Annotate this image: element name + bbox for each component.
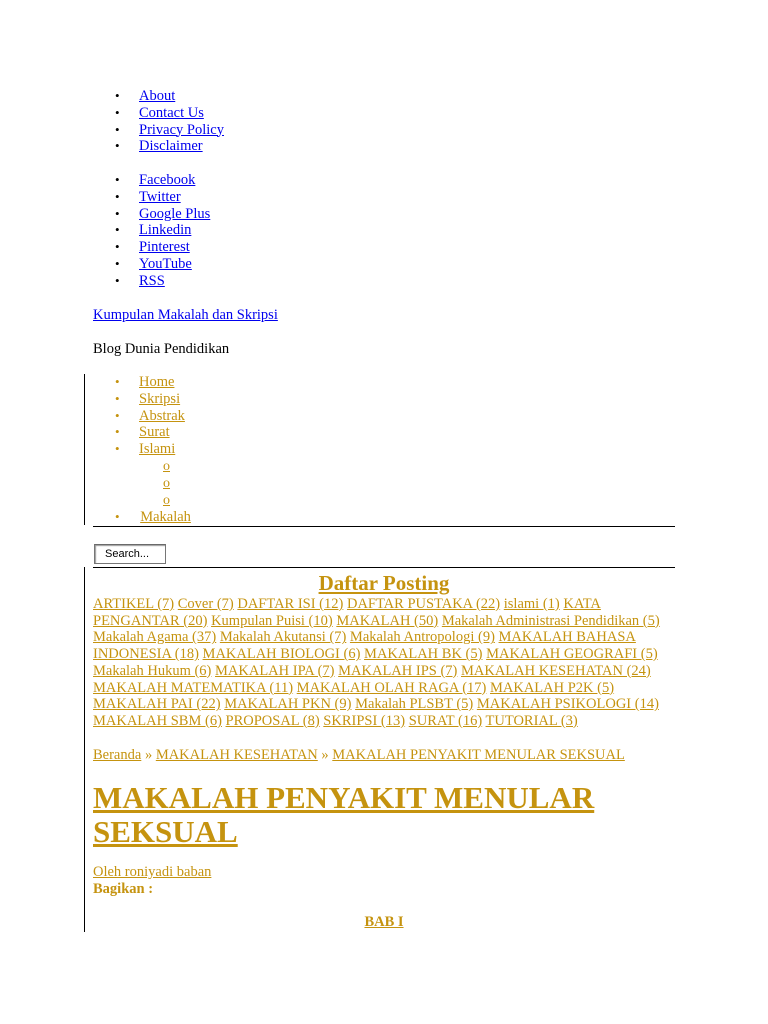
social-item-pinterest (115, 239, 210, 256)
top-link-disclaimer (115, 138, 224, 155)
top-link-contact (115, 105, 224, 122)
chapter-heading-text: BAB I (364, 914, 404, 930)
nav-submenu (163, 459, 181, 509)
nav-subitem[interactable] (163, 493, 181, 510)
breadcrumb-category-link[interactable]: MAKALAH KESEHATAN (155, 747, 318, 763)
author-link[interactable]: Oleh roniyadi baban (93, 864, 212, 880)
nav-item-makalah (115, 509, 191, 526)
youtube-link[interactable]: YouTube (139, 255, 192, 272)
site-title (93, 307, 278, 324)
nav-surat-link[interactable]: Surat (139, 424, 170, 441)
nav-makalah-link[interactable]: Makalah (140, 509, 191, 525)
submenu-circle-marker: o (163, 492, 170, 508)
nav-item-skripsi (115, 391, 185, 408)
label-link[interactable]: Makalah Antropologi (9) (349, 629, 495, 646)
label-link[interactable]: MAKALAH IPA (7) (215, 662, 335, 679)
nav-islami-link[interactable]: Islami (139, 441, 176, 458)
label-link[interactable]: MAKALAH (50) (336, 612, 439, 629)
content-left-border (84, 567, 85, 932)
daftar-posting-title (93, 570, 675, 596)
label-link[interactable]: DAFTAR PUSTAKA (22) (346, 596, 501, 612)
label-link[interactable]: MAKALAH IPS (7) (338, 662, 458, 679)
label-link[interactable]: islami (1) (503, 596, 560, 612)
label-link[interactable]: MAKALAH P2K (5) (490, 679, 615, 696)
label-link[interactable]: Makalah Administrasi Pendidikan (5) (441, 612, 660, 629)
label-link[interactable]: Kumpulan Puisi (10) (211, 612, 333, 629)
search-input[interactable]: Search... (94, 544, 166, 564)
breadcrumb-separator: » (144, 747, 153, 763)
social-item-linkedin (115, 222, 210, 239)
nav-abstrak-link[interactable]: Abstrak (139, 407, 185, 424)
top-link-about (115, 88, 224, 105)
nav-item-home (115, 374, 185, 391)
search-bottom-divider (93, 567, 675, 568)
breadcrumb-home-link[interactable]: Beranda (93, 747, 142, 763)
label-link[interactable]: Makalah PLSBT (5) (355, 696, 474, 713)
label-link[interactable]: Cover (7) (177, 596, 234, 612)
social-item-youtube (115, 256, 210, 273)
google-plus-link[interactable]: Google Plus (139, 205, 211, 222)
label-link[interactable]: MAKALAH BK (5) (364, 646, 483, 663)
linkedin-link[interactable]: Linkedin (139, 222, 192, 239)
share-label: Bagikan : (93, 881, 154, 897)
nav-item-islami (115, 441, 185, 458)
label-link[interactable]: SURAT (16) (408, 712, 483, 729)
chapter-heading (93, 914, 675, 931)
pinterest-link[interactable]: Pinterest (139, 239, 190, 256)
label-link[interactable]: MAKALAH GEOGRAFI (5) (486, 646, 658, 663)
rss-link[interactable]: RSS (139, 272, 165, 289)
submenu-circle-marker: o (163, 459, 170, 474)
post-title (93, 781, 653, 849)
daftar-posting-link[interactable]: Daftar Posting (318, 571, 450, 595)
site-description: Blog Dunia Pendidikan (93, 341, 230, 357)
nav-subitem[interactable] (163, 476, 181, 493)
label-link[interactable]: Makalah Agama (37) (93, 629, 217, 646)
submenu-circle-marker: o (163, 475, 170, 491)
label-link[interactable]: MAKALAH BIOLOGI (6) (202, 646, 361, 663)
label-link[interactable]: MAKALAH PAI (22) (93, 696, 221, 713)
label-link[interactable]: MAKALAH SBM (6) (93, 712, 222, 729)
label-link[interactable]: PROPOSAL (8) (225, 712, 320, 729)
nav-skripsi-link[interactable]: Skripsi (139, 390, 181, 407)
label-link[interactable]: MAKALAH OLAH RAGA (17) (296, 679, 487, 696)
top-link-privacy (115, 122, 224, 139)
site-title-link[interactable]: Kumpulan Makalah dan Skripsi (93, 307, 278, 323)
label-link[interactable]: Makalah Hukum (6) (93, 662, 212, 679)
nav-item-surat (115, 424, 185, 441)
facebook-link[interactable]: Facebook (139, 172, 196, 188)
breadcrumb-separator: » (321, 747, 329, 763)
social-item-google-plus (115, 206, 210, 223)
label-link[interactable]: MAKALAH PKN (9) (224, 696, 352, 713)
about-link[interactable]: About (139, 88, 176, 104)
social-item-facebook (115, 172, 210, 189)
top-links-list (115, 88, 224, 155)
twitter-link[interactable]: Twitter (139, 188, 181, 205)
label-link[interactable]: DAFTAR ISI (12) (237, 596, 344, 612)
label-link[interactable]: MAKALAH PSIKOLOGI (14) (476, 696, 659, 713)
privacy-policy-link[interactable]: Privacy Policy (139, 121, 224, 138)
label-cloud (93, 596, 683, 730)
label-link[interactable]: MAKALAH KESEHATAN (24) (461, 662, 651, 679)
main-nav (115, 374, 185, 458)
social-item-twitter (115, 189, 210, 206)
label-link[interactable]: TUTORIAL (3) (485, 712, 578, 729)
label-link[interactable]: MAKALAH BAHASA INDONESIA (18) (93, 629, 636, 663)
breadcrumb-current-link[interactable]: MAKALAH PENYAKIT MENULAR SEKSUAL (332, 747, 625, 763)
label-link[interactable]: SKRIPSI (13) (323, 712, 406, 729)
breadcrumb (93, 747, 625, 764)
post-title-link[interactable]: MAKALAH PENYAKIT MENULAR SEKSUAL (93, 780, 595, 849)
disclaimer-link[interactable]: Disclaimer (139, 138, 203, 155)
label-link[interactable]: Makalah Akutansi (7) (219, 629, 347, 646)
nav-home-link[interactable]: Home (139, 374, 175, 390)
label-link[interactable]: ARTIKEL (7) (93, 596, 175, 612)
nav-subitem[interactable] (163, 459, 181, 476)
label-link[interactable]: MAKALAH MATEMATIKA (11) (93, 679, 294, 696)
nav-item-abstrak (115, 408, 185, 425)
social-links-list (115, 172, 210, 290)
social-item-rss (115, 273, 210, 290)
nav-left-border (84, 374, 85, 525)
contact-us-link[interactable]: Contact Us (139, 104, 204, 121)
post-author (93, 864, 211, 881)
nav-bottom-divider (93, 526, 675, 527)
label-link[interactable]: KATA PENGANTAR (20) (93, 596, 601, 629)
